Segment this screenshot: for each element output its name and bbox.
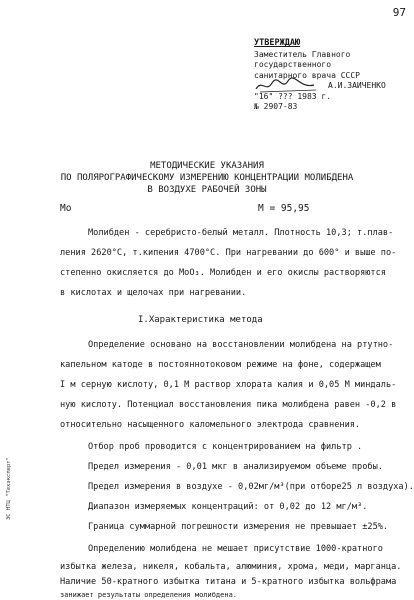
molar-mass: М = 95,95 (258, 203, 310, 214)
title-line: МЕТОДИЧЕСКИЕ УКАЗАНИЯ (150, 161, 264, 171)
approval-line: Заместитель Главного (254, 49, 351, 59)
text-line: Диапазон измеряемых концентраций: от 0,02 до 12 мг/м³. (88, 502, 368, 512)
text-line: Отбор проб проводится с концентрированием на фильтр . (88, 442, 363, 452)
approval-number: № 2907-83 (254, 102, 298, 111)
side-stamp: ЗС НТЦ "Техэксперт" (6, 457, 12, 520)
element-symbol: Мо (60, 203, 72, 214)
text-line: относительно насыщенного каломельного электрода сравнения. (60, 420, 361, 430)
text-line: в кислотах и щелочах при нагревании. (60, 288, 247, 298)
text-line: I м серную кислоту, 0,1 М раствор хлората калия и 0,05 М миндаль- (60, 380, 397, 390)
text-line: степенно окисляется до МоО₃. Молибден и его окислы растворяются (60, 268, 386, 278)
text-line: Наличие 50-кратного избытка титана и 5-кратного избытка вольфрама (60, 577, 397, 587)
title-line: ПО ПОЛЯРОГРАФИЧЕСКОМУ ИЗМЕРЕНИЮ КОНЦЕНТРАЦИИ МОЛИБДЕНА (60, 173, 354, 183)
page-number: 97 (392, 6, 406, 19)
approval-line: санитарного врача СССР (254, 70, 360, 80)
text-line: Молибден - серебристо-белый металл. Плотность 10,3; т.плав- (88, 228, 394, 238)
approval-line: государственного (254, 60, 332, 69)
approval-title: УТВЕРЖДАЮ (254, 38, 301, 48)
signature-line (254, 81, 386, 92)
document-title (0, 160, 414, 196)
approval-date: "16" ??? 1983 г. (254, 91, 332, 101)
approval-block (254, 38, 386, 113)
text-line: капельном катоде в постояннотоковом режиме на фоне, содержащем (60, 360, 381, 370)
text-line: занижает результаты определения молибдена. (60, 591, 238, 599)
text-line: Определению молибдена не мешает присутствие 1000-кратного (88, 544, 383, 554)
text-line: избытка железа, никеля, кобальта, алюминия, хрома, меди, марганца. (60, 562, 402, 572)
section-heading: I.Характеристика метода (138, 315, 263, 325)
title-line: В ВОЗДУХЕ РАБОЧЕЙ ЗОНЫ (147, 185, 267, 195)
handwritten-signature (254, 77, 324, 95)
text-line: Предел измерения в воздухе - 0,02мг/м³(при отборе25 л воздуха). (88, 482, 414, 492)
text-line: ления 2620°С, т.кипения 4700°С. При нагревании до 600° и выше по- (60, 248, 397, 258)
text-line: Предел измерения - 0,01 мкг в анализируемом объеме пробы. (88, 462, 383, 472)
text-line: Определение основано на восстановлении молибдена на ртутно- (88, 340, 394, 350)
text-line: ную кислоту. Потенциал восстановления пика молибдена равен -0,2 в (60, 400, 397, 410)
approver-name: А.И.ЗАИЧЕНКО (328, 81, 386, 90)
text-line: Граница суммарной погрешности измерения не превышает ±25%. (88, 522, 389, 532)
